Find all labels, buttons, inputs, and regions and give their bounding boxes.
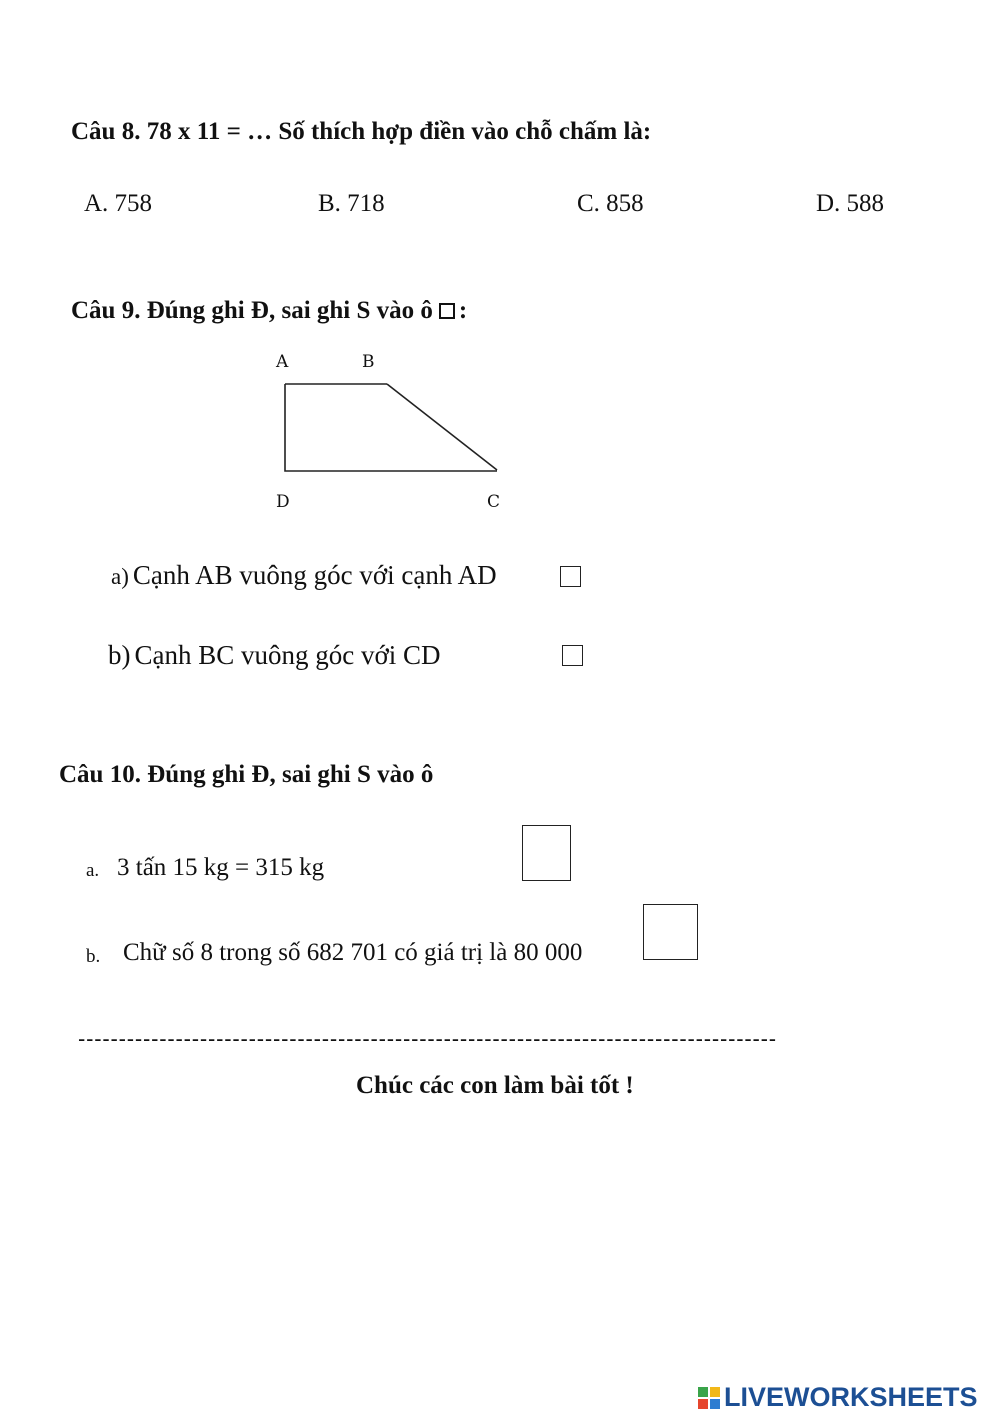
q9-answer-box-a[interactable] [560,566,581,587]
vertex-label-a: A [276,352,289,372]
q8-option-b: B. 718 [318,190,385,217]
vertex-label-b: B [362,352,375,372]
q10-title: Câu 10. Đúng ghi Đ, sai ghi S vào ô [59,761,434,788]
trapezoid-side-bc [387,384,497,470]
q9-title [71,297,467,325]
q8-option-a: A. 758 [84,190,153,217]
square-icon [439,303,455,319]
q9-item-b-text: Cạnh BC vuông góc với CD [134,640,441,670]
q8-title: Câu 8. 78 x 11 = … Số thích hợp điền vào chỗ chấm là: [71,118,652,145]
q9-title-text: Câu 9. Đúng ghi Đ, sai ghi S vào ô [71,297,433,324]
q9-item-b-label: b) [108,640,131,670]
q10-item-b-label: b. [86,946,101,967]
closing-message: Chúc các con làm bài tốt ! [356,1072,634,1099]
q10-item-a-text: 3 tấn 15 kg = 315 kg [117,854,325,881]
q10-item-a-label: a. [86,860,100,881]
q9-title-colon: : [458,297,468,324]
dashed-divider: -------------------------------------------------------------------------------------- [78,1026,777,1051]
trapezoid-sides-ad-dc [285,384,497,471]
q8-option-c: C. 858 [577,190,644,217]
q9-item-a-label: a) [111,564,129,589]
q10-answer-box-a[interactable] [522,825,571,881]
vertex-label-d: D [276,492,290,512]
q10-item-b-text: Chữ số 8 trong số 682 701 có giá trị là 80 000 [123,939,583,966]
liveworksheets-logo-icon [698,1387,720,1409]
q9-answer-box-b[interactable] [562,645,583,666]
trapezoid-figure [270,348,520,518]
liveworksheets-logo-text: LIVEWORKSHEETS [724,1382,978,1412]
liveworksheets-logo [698,1382,978,1412]
q9-item-a [111,560,497,591]
q9-item-b [108,640,441,671]
vertex-label-c: C [487,492,501,512]
q8-option-d: D. 588 [816,190,885,217]
q10-answer-box-b[interactable] [643,904,698,960]
q9-item-a-text: Cạnh AB vuông góc với cạnh AD [132,560,497,590]
